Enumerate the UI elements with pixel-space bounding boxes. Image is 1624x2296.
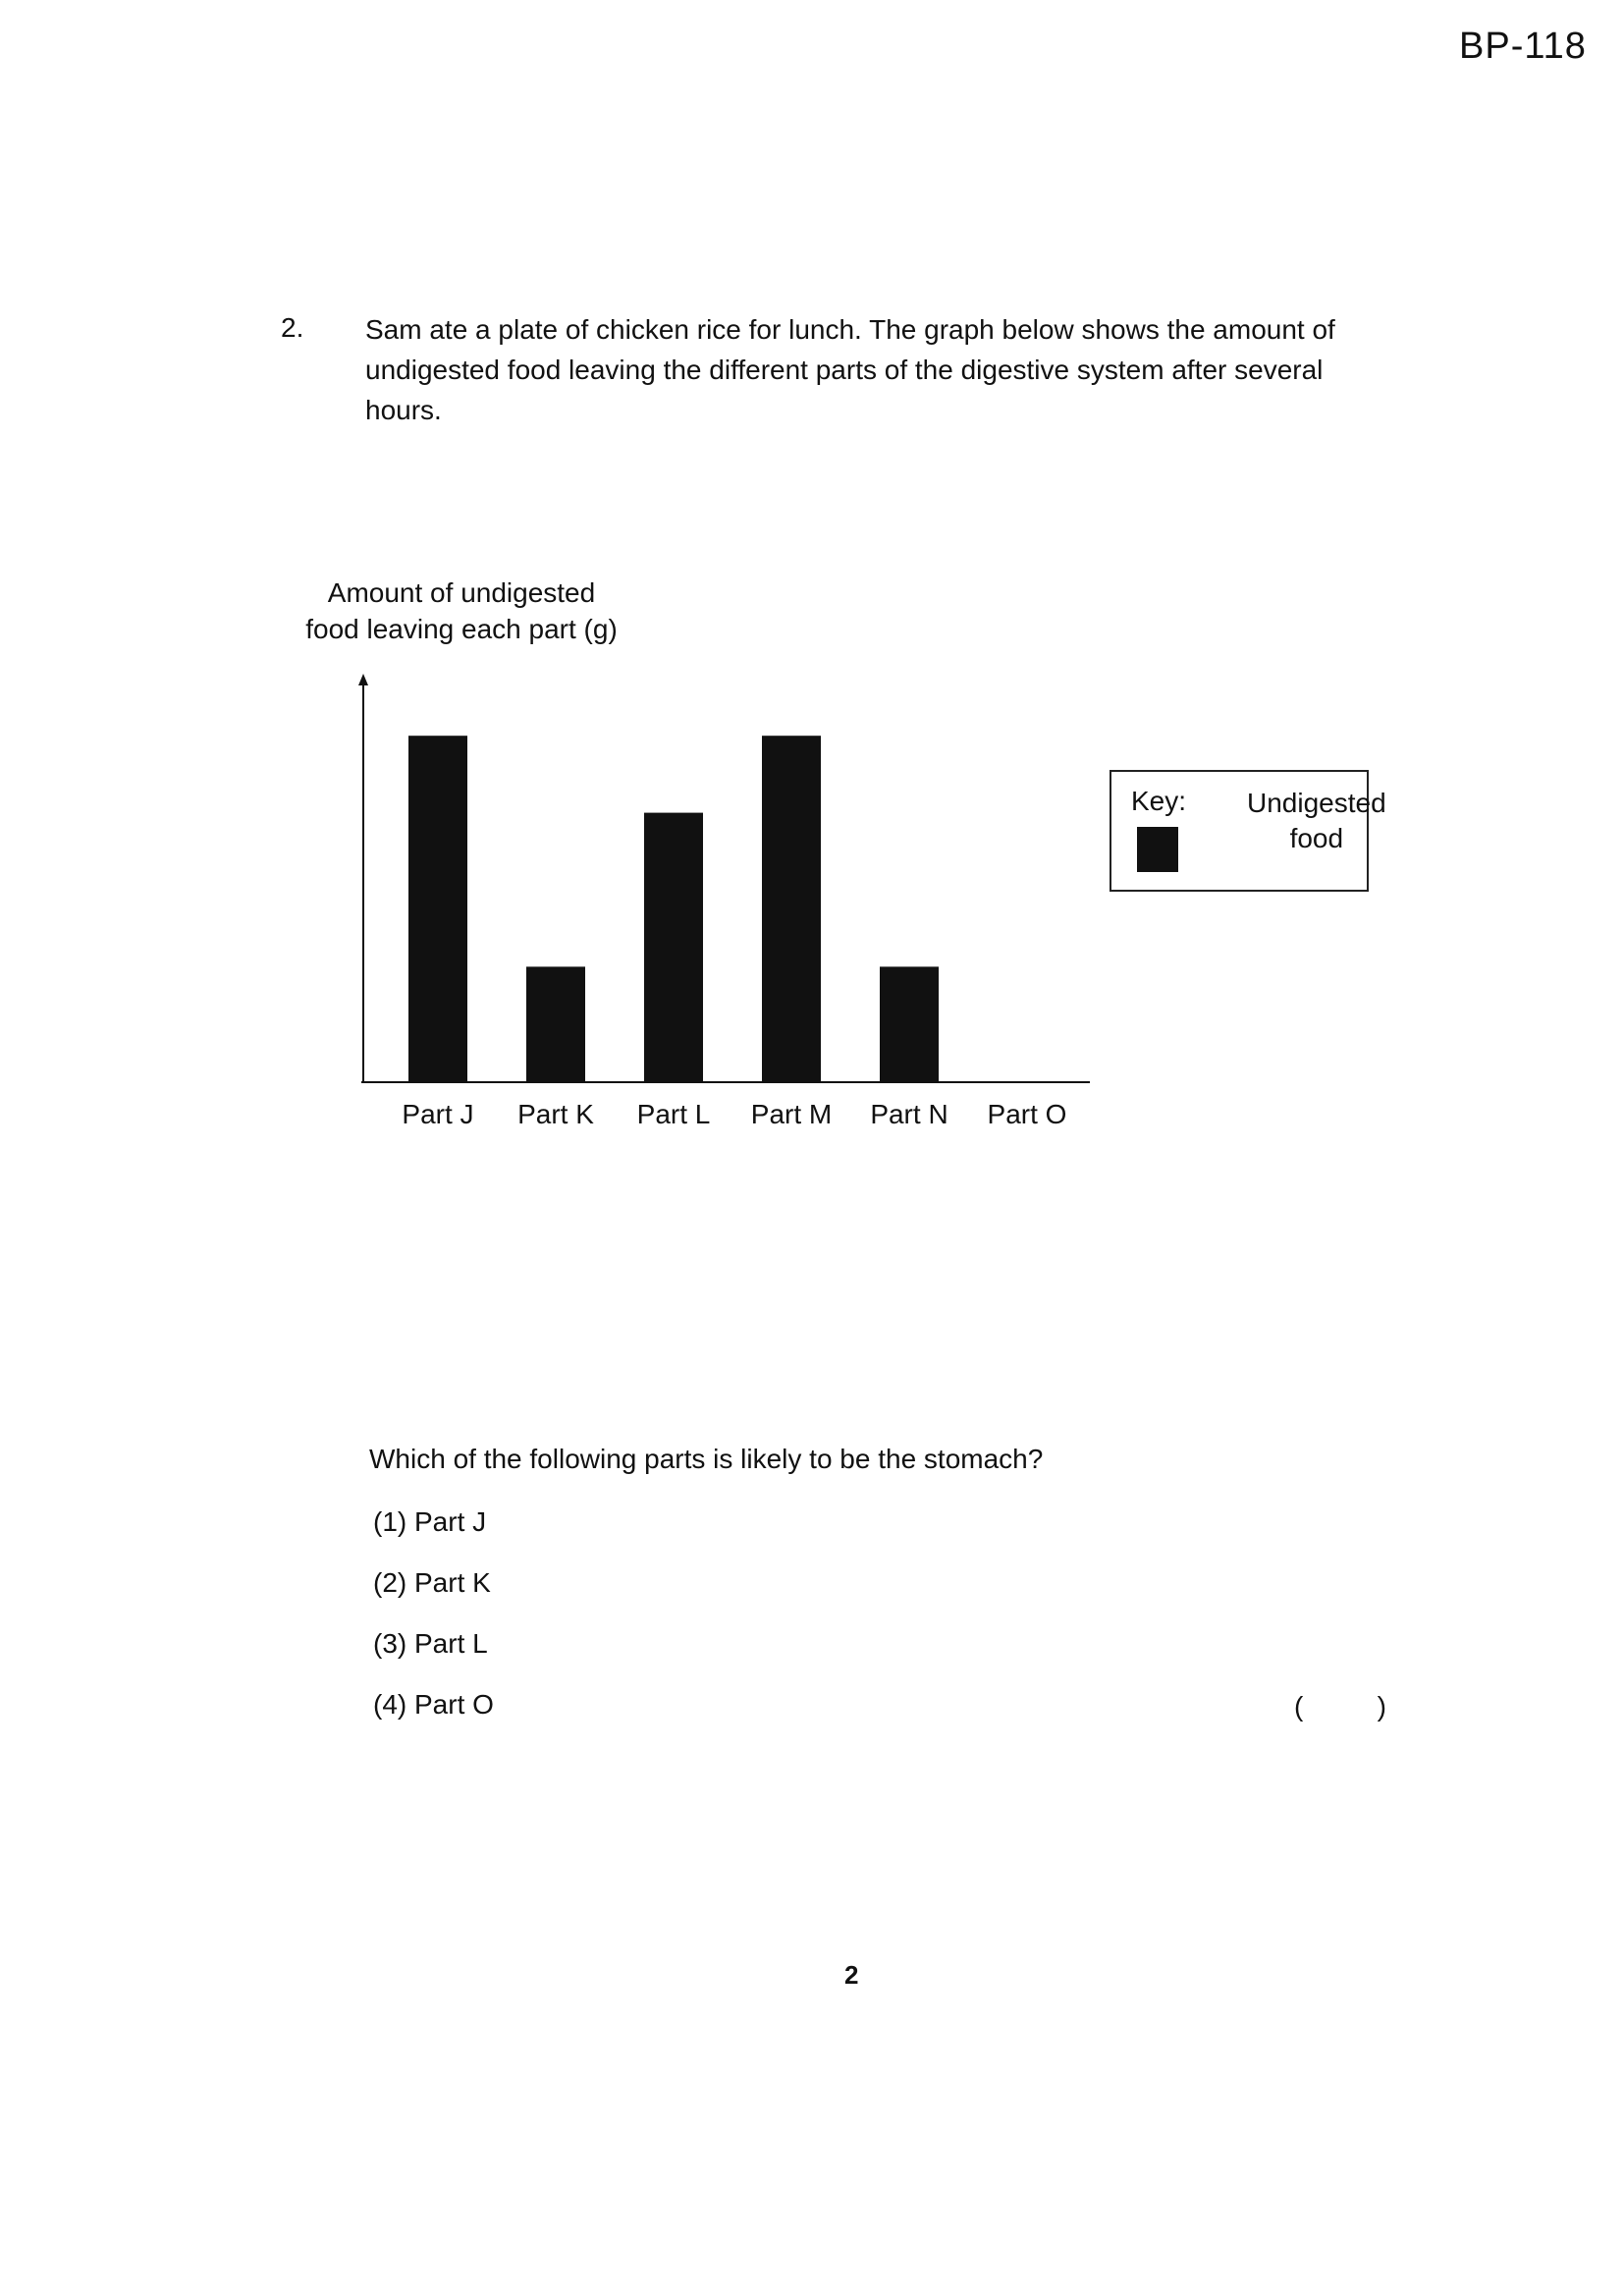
bar-part-k: [526, 966, 585, 1082]
x-tick-label: Part L: [636, 1099, 711, 1129]
bar-chart: [334, 658, 1100, 1149]
legend-title: Key:: [1131, 786, 1187, 816]
legend-series-label: [1247, 786, 1386, 856]
legend-series-line1: Undigested: [1247, 788, 1386, 818]
question-number: 2.: [281, 312, 304, 343]
paper-code: BP-118: [1459, 26, 1587, 67]
chart-legend: [1110, 770, 1386, 892]
legend-series-line2: food: [1289, 823, 1344, 853]
y-axis-arrow: [358, 674, 368, 685]
question-text: Sam ate a plate of chicken rice for lunch. The graph below shows the amount of undigested food leaving the different parts of the digestive system after several hours.: [365, 314, 1335, 425]
page-number: 2: [844, 1960, 859, 1990]
option-1[interactable]: (1) Part J: [373, 1506, 487, 1537]
option-4[interactable]: (4) Part O: [373, 1689, 494, 1720]
x-tick-label: Part J: [402, 1099, 474, 1129]
mcq-prompt: Which of the following parts is likely to be the stomach?: [369, 1444, 1044, 1474]
x-tick-label: Part K: [517, 1099, 594, 1129]
bar-part-m: [762, 736, 821, 1082]
answer-bracket[interactable]: [1294, 1691, 1386, 1722]
option-3[interactable]: (3) Part L: [373, 1628, 488, 1659]
x-tick-label: Part O: [987, 1099, 1067, 1129]
chart-y-axis-label: [265, 574, 658, 647]
x-tick-label: Part N: [870, 1099, 948, 1129]
answer-bracket-close: ): [1377, 1691, 1386, 1722]
y-axis-label-line1: Amount of undigested: [327, 577, 596, 608]
bar-part-j: [408, 736, 467, 1082]
y-axis-label-line2: food leaving each part (g): [305, 614, 618, 644]
answer-bracket-open: (: [1294, 1691, 1304, 1722]
option-2[interactable]: (2) Part K: [373, 1567, 491, 1598]
legend-swatch: [1137, 827, 1178, 872]
bar-part-l: [644, 813, 703, 1082]
bar-part-n: [880, 966, 939, 1082]
x-tick-label: Part M: [750, 1099, 833, 1129]
